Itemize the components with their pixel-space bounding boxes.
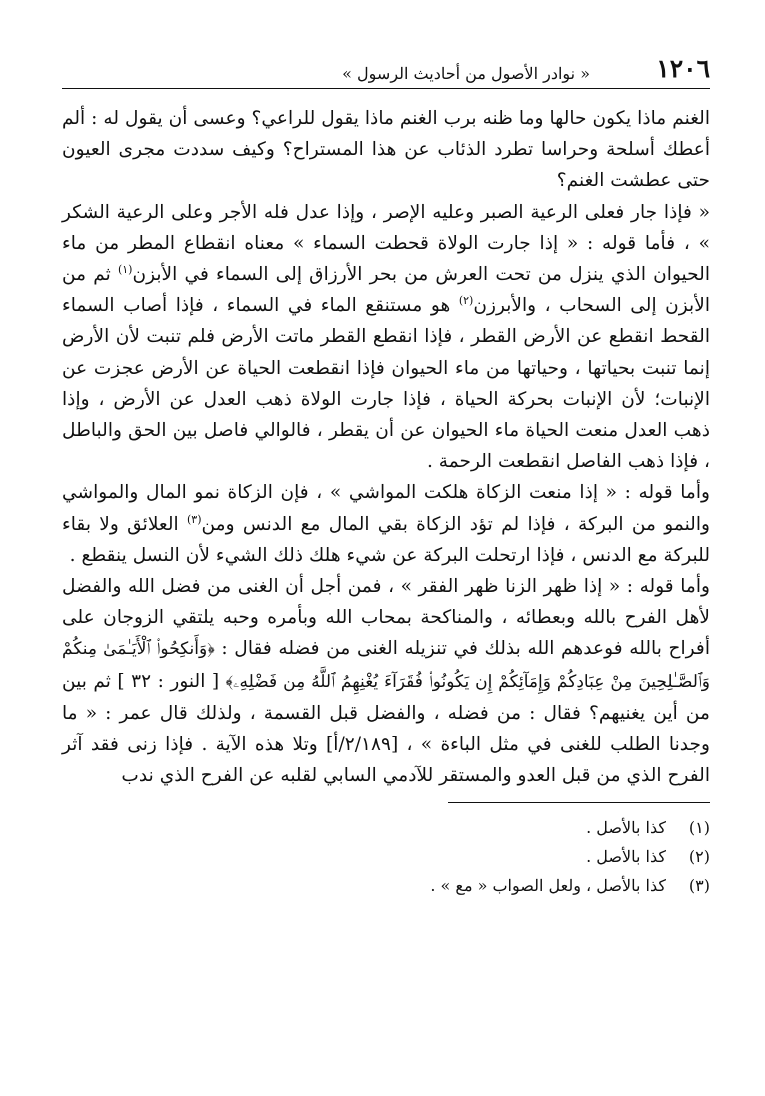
paragraph-3-part-b: العلائق ولا بقاء للبركة مع الدنس ، فإذا ارتحلت البركة عن شيء هلك ذلك الشيء لأن النسل ينقطع . — [62, 513, 710, 566]
running-title: « نوادر الأصول من أحاديث الرسول » — [342, 64, 590, 83]
footnote-divider — [448, 802, 710, 803]
page — [62, 52, 710, 1072]
quran-verse: ﴿وَأَنكِحُوا۟ ٱلْأَيَـٰمَىٰ مِنكُمْ وَٱلصَّـٰلِحِينَ مِنْ عِبَادِكُمْ وَإِمَآئِكُمْ إِن يَكُونُوا۟ فُقَرَآءَ يُغْنِهِمُ ٱللَّهُ مِن فَضْلِهِۦ﴾ — [62, 639, 711, 692]
paragraph-4-part-b: [ النور : ٣٢ ] ثم بين من أين يغنيهم؟ فقال : من فضله ، والفضل قبل القسمة ، ولذلك قال عمر : « ما وجدنا الطلب للغنى في مثل الباءة » ، [٢/١٨٩/أ] وتلا هذه الآية . فإذا زنى فقد آثر الفرح الذي من قبل العدو والمستقر للآدمي السابي لقلبه عن الفرح الذي ندب — [62, 670, 711, 787]
paragraph-2-part-b: ثم من الأبزن إلى السحاب ، والأبرزن — [62, 264, 710, 317]
page-number: ١٢٠٦ — [656, 54, 710, 83]
footnote-text: كذا بالأصل . — [586, 818, 666, 838]
paragraph-1: الغنم ماذا يكون حالها وما ظنه برب الغنم ماذا يقول للراعي؟ وعسى أن يقول له : ألم أعطك أسلحة وحراسا تطرد الذئاب عن هذا المستراح؟ وكيف سددت مجرى العيون حتى عطشت الغنم؟ — [62, 108, 710, 192]
footnote-text: كذا بالأصل . — [586, 847, 666, 867]
footnote-ref-2: (٢) — [458, 294, 474, 308]
paragraph-2-part-c: هو مستنقع الماء في السماء ، فإذا أصاب السماء القحط انقطع عن الأرض القطر ، فإذا انقطع القطر ماتت الأرض فلم تنبت لأن الأرض إنما تنبت بحياتها ، وحياتها من ماء الحيوان فإذا انقطعت الحياة عن الأرض عجزت عن الإنبات؛ لأن الإنبات بحركة الحياة ، فإذا جارت الولاة ذهب العدل عن الأرض ، وإذا ذهب العدل منعت الحياة ماء الحيوان عن أن يقطر ، فالوالي فاصل بين الحق والباطل ، فإذا ذهب الفاصل انقطعت الرحمة . — [62, 295, 710, 473]
paragraph-2 — [62, 197, 710, 478]
footnote-ref-1: (١) — [117, 262, 133, 276]
footnote-number: (١) — [688, 818, 710, 838]
running-header — [62, 52, 710, 89]
footnote-number: (٣) — [688, 876, 710, 896]
paragraph-4-part-a: وأما قوله : « إذا ظهر الزنا ظهر الفقر » ، فمن أجل أن الغنى من فضل الله والفضل لأهل الفرح بالله وبعطائه ، والمناكحة بمحاب الله وبأمره وحبه يلتقي الزوجان على أفراح بالله فوعدهم الله بذلك في تنزيله الغنى من فضله فقال : — [62, 576, 710, 660]
footnote-2 — [62, 842, 710, 871]
footnotes — [62, 813, 710, 900]
footnote-3 — [62, 871, 710, 900]
footnote-1 — [62, 813, 710, 842]
paragraph-4 — [62, 571, 710, 791]
paragraph-3-part-a: وأما قوله : « إذا منعت الزكاة هلكت المواشي » ، فإن الزكاة نمو المال والمواشي والنمو من البركة ، فإذا لم تؤد الزكاة بقي المال مع الدنس ومن — [62, 482, 710, 535]
body-text — [62, 103, 710, 791]
paragraph-2-part-a: « فإذا جار فعلى الرعية الصبر وعليه الإصر ، وإذا عدل فله الأجر وعلى الرعية الشكر » ، فأما قوله : « إذا جارت الولاة قحطت السماء » معناه انقطاع المطر من ماء الحيوان الذي ينزل من تحت العرش من بحر الأرزاق إلى السماء في الأبزن — [62, 201, 710, 286]
footnote-number: (٢) — [688, 847, 710, 867]
footnote-ref-3: (٣) — [187, 512, 202, 526]
footnote-text: كذا بالأصل ، ولعل الصواب « مع » . — [430, 876, 666, 896]
paragraph-3 — [62, 477, 710, 571]
